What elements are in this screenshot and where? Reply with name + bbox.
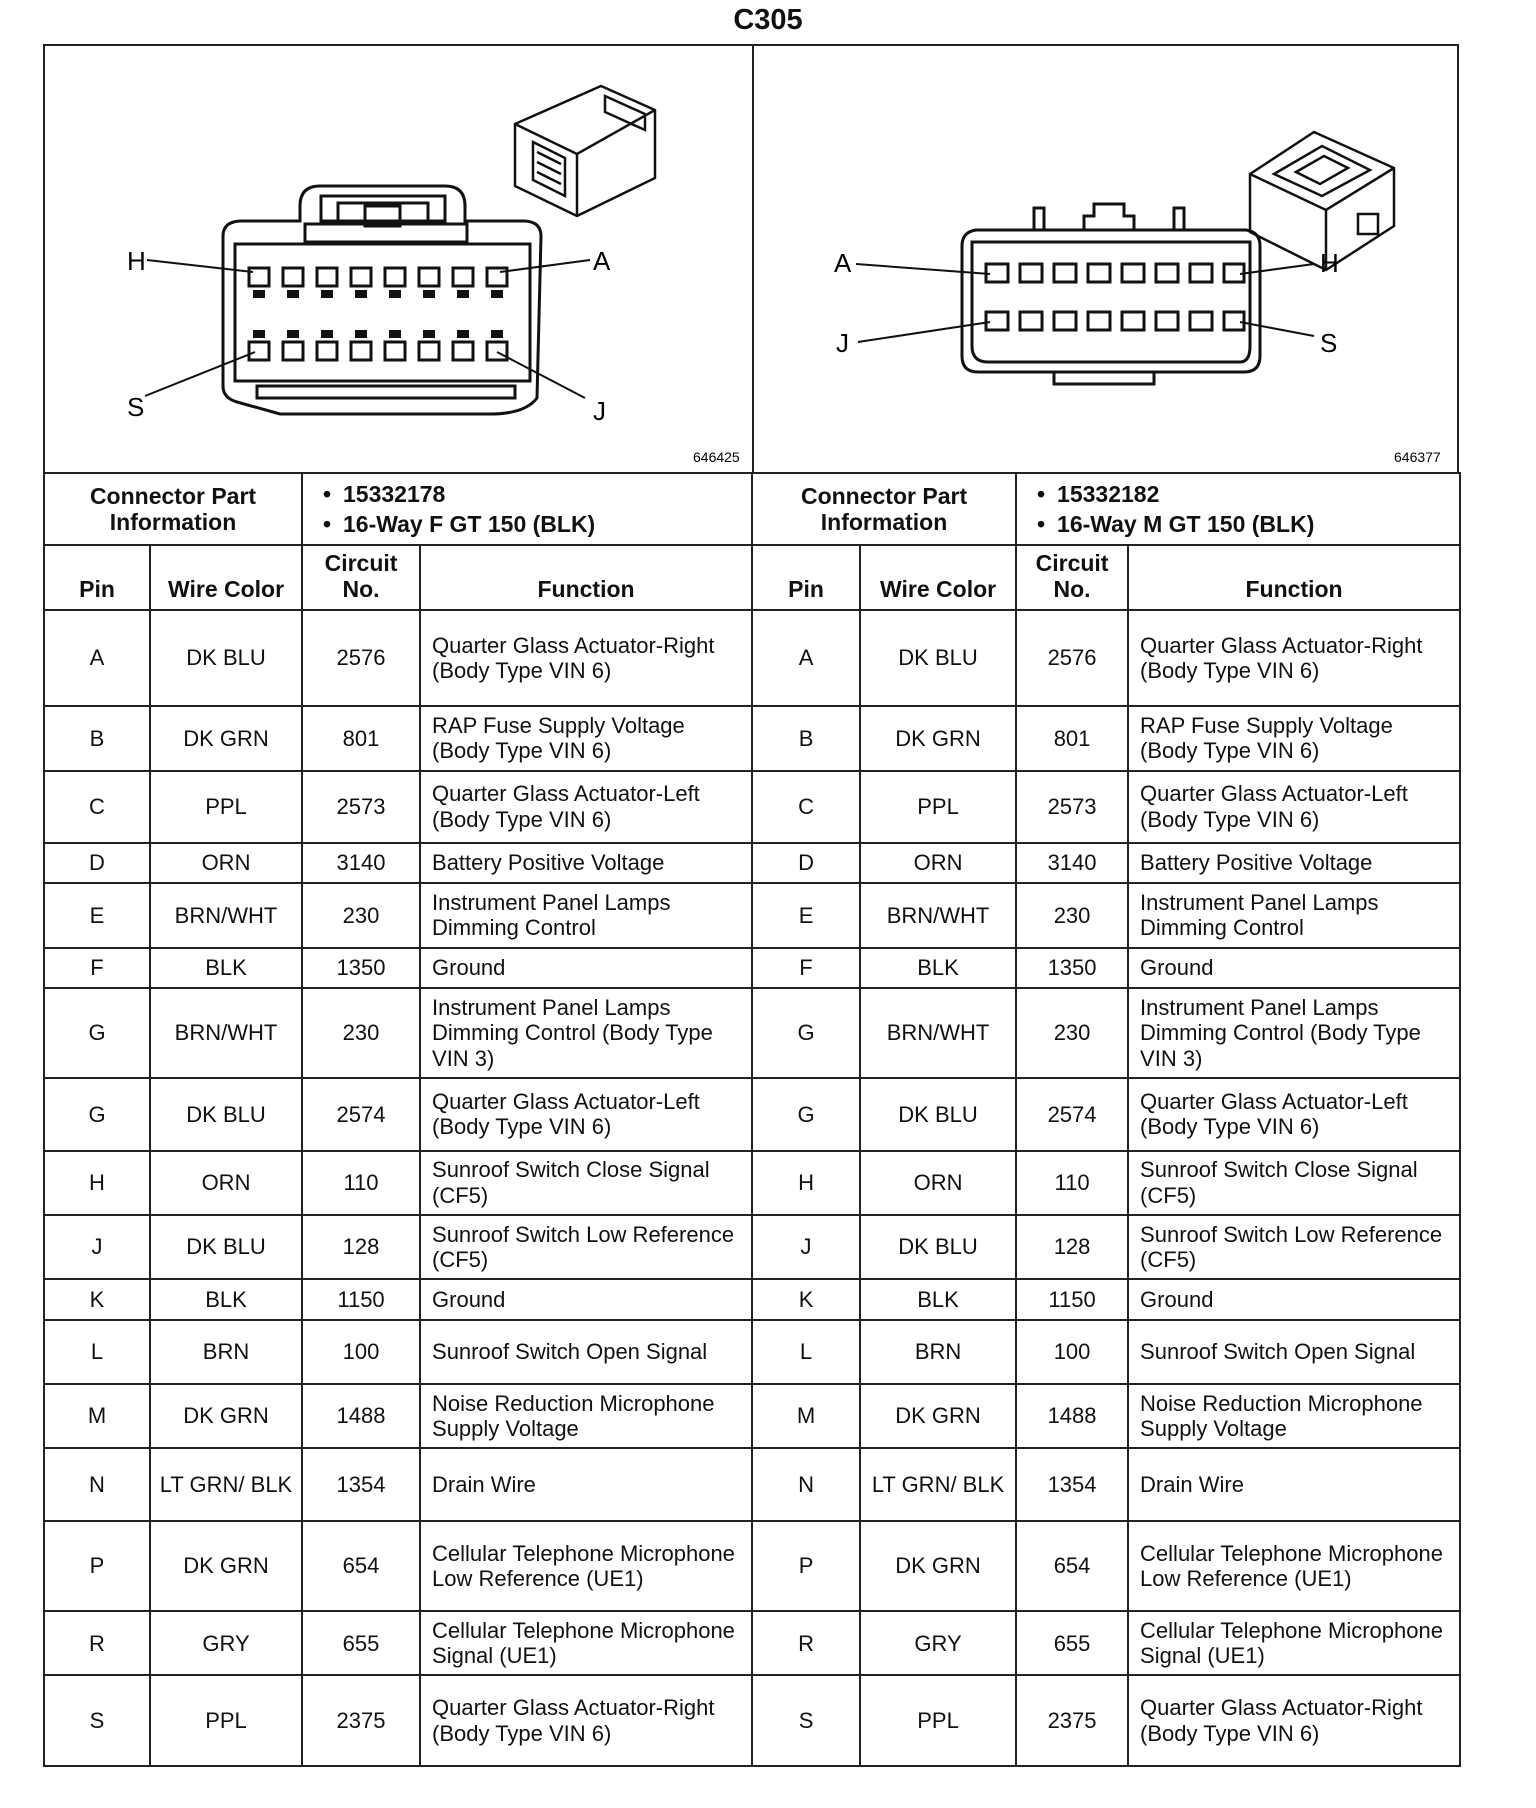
right-circuit-cell: 100 [1016, 1320, 1128, 1384]
right-color-cell: DK GRN [860, 706, 1016, 770]
right-pin-cell: H [752, 1151, 860, 1215]
left-color-cell: DK GRN [150, 1384, 302, 1448]
table-row [44, 771, 1460, 843]
header-circuit-left: Circuit No. [302, 545, 420, 609]
left-function-cell: Cellular Telephone Microphone Low Reference (UE1) [420, 1521, 752, 1611]
right-color-cell: DK BLU [860, 1215, 1016, 1279]
left-color-cell: DK GRN [150, 706, 302, 770]
right-circuit-cell: 110 [1016, 1151, 1128, 1215]
table-row [44, 843, 1460, 883]
left-function-cell: Battery Positive Voltage [420, 843, 752, 883]
right-circuit-cell: 128 [1016, 1215, 1128, 1279]
right-circuit-cell: 230 [1016, 883, 1128, 947]
right-function-cell: Ground [1128, 948, 1460, 988]
middle-locks [253, 290, 503, 338]
left-color-cell: DK BLU [150, 1215, 302, 1279]
connector-diagrams [43, 44, 1459, 472]
right-function-cell: Quarter Glass Actuator-Right (Body Type VIN 6) [1128, 610, 1460, 707]
right-color-cell: BRN/WHT [860, 883, 1016, 947]
left-pin-cell: H [44, 1151, 150, 1215]
left-color-cell: ORN [150, 1151, 302, 1215]
part-info-values-left: • 15332178 • 16-Way F GT 150 (BLK) [302, 473, 752, 545]
pinout-table [43, 472, 1461, 1767]
left-function-cell: Instrument Panel Lamps Dimming Control [420, 883, 752, 947]
right-color-cell: BRN/WHT [860, 988, 1016, 1078]
right-pin-cell: C [752, 771, 860, 843]
left-function-cell: Quarter Glass Actuator-Left (Body Type VIN 6) [420, 1078, 752, 1150]
left-circuit-cell: 128 [302, 1215, 420, 1279]
figure-number: 646425 [693, 449, 740, 465]
right-pin-cell: G [752, 988, 860, 1078]
right-function-cell: Ground [1128, 1279, 1460, 1319]
right-circuit-cell: 1350 [1016, 948, 1128, 988]
table-row [44, 1521, 1460, 1611]
left-pin-cell: M [44, 1384, 150, 1448]
left-function-cell: Cellular Telephone Microphone Signal (UE1) [420, 1611, 752, 1675]
right-pin-cell: R [752, 1611, 860, 1675]
right-function-cell: Sunroof Switch Close Signal (CF5) [1128, 1151, 1460, 1215]
left-pin-cell: N [44, 1448, 150, 1520]
right-color-cell: DK GRN [860, 1521, 1016, 1611]
table-row [44, 948, 1460, 988]
right-pin-cell: M [752, 1384, 860, 1448]
left-color-cell: PPL [150, 1675, 302, 1766]
part-number-right: 15332182 [1057, 480, 1160, 507]
male-connector-diagram [754, 46, 1461, 474]
left-circuit-cell: 2576 [302, 610, 420, 707]
left-color-cell: DK BLU [150, 1078, 302, 1150]
left-pin-cell: J [44, 1215, 150, 1279]
table-row [44, 706, 1460, 770]
left-pin-cell: G [44, 1078, 150, 1150]
female-connector-icon [515, 86, 655, 216]
table-row [44, 1675, 1460, 1766]
left-color-cell: BRN/WHT [150, 988, 302, 1078]
table-row [44, 883, 1460, 947]
right-function-cell: Sunroof Switch Open Signal [1128, 1320, 1460, 1384]
pin-label-s-right: S [1320, 328, 1338, 358]
header-pin-right: Pin [752, 545, 860, 609]
right-circuit-cell: 2375 [1016, 1675, 1128, 1766]
right-circuit-cell: 1354 [1016, 1448, 1128, 1520]
left-pin-cell: F [44, 948, 150, 988]
left-circuit-cell: 1350 [302, 948, 420, 988]
left-circuit-cell: 2574 [302, 1078, 420, 1150]
left-color-cell: ORN [150, 843, 302, 883]
left-color-cell: BRN [150, 1320, 302, 1384]
pin-label-h-right: H [1320, 248, 1339, 278]
left-circuit-cell: 801 [302, 706, 420, 770]
part-info-values-right: • 15332182 • 16-Way M GT 150 (BLK) [1016, 473, 1460, 545]
right-function-cell: Noise Reduction Microphone Supply Voltage [1128, 1384, 1460, 1448]
part-number-left: 15332178 [343, 480, 446, 507]
right-color-cell: ORN [860, 1151, 1016, 1215]
table-row [44, 1611, 1460, 1675]
left-function-cell: Sunroof Switch Open Signal [420, 1320, 752, 1384]
right-pin-cell: J [752, 1215, 860, 1279]
left-pin-cell: L [44, 1320, 150, 1384]
right-function-cell: Instrument Panel Lamps Dimming Control [1128, 883, 1460, 947]
right-function-cell: Quarter Glass Actuator-Left (Body Type VIN 6) [1128, 771, 1460, 843]
left-pin-cell: B [44, 706, 150, 770]
right-color-cell: BRN [860, 1320, 1016, 1384]
right-color-cell: ORN [860, 843, 1016, 883]
right-function-cell: Cellular Telephone Microphone Signal (UE1) [1128, 1611, 1460, 1675]
left-circuit-cell: 230 [302, 883, 420, 947]
header-pin-left: Pin [44, 545, 150, 609]
right-circuit-cell: 654 [1016, 1521, 1128, 1611]
right-function-cell: Sunroof Switch Low Reference (CF5) [1128, 1215, 1460, 1279]
left-color-cell: BRN/WHT [150, 883, 302, 947]
left-function-cell: Quarter Glass Actuator-Right (Body Type VIN 6) [420, 1675, 752, 1766]
left-function-cell: Sunroof Switch Low Reference (CF5) [420, 1215, 752, 1279]
part-info-row [44, 473, 1460, 545]
table-row [44, 1279, 1460, 1319]
right-pin-cell: E [752, 883, 860, 947]
right-pin-cell: P [752, 1521, 860, 1611]
right-pin-cell: L [752, 1320, 860, 1384]
header-function-left: Function [420, 545, 752, 609]
right-function-cell: Battery Positive Voltage [1128, 843, 1460, 883]
table-row [44, 1078, 1460, 1150]
right-pin-cell: B [752, 706, 860, 770]
left-circuit-cell: 110 [302, 1151, 420, 1215]
left-function-cell: Quarter Glass Actuator-Left (Body Type VIN 6) [420, 771, 752, 843]
right-circuit-cell: 1150 [1016, 1279, 1128, 1319]
right-color-cell: GRY [860, 1611, 1016, 1675]
table-row [44, 1320, 1460, 1384]
pin-label-s: S [127, 392, 145, 422]
left-color-cell: LT GRN/ BLK [150, 1448, 302, 1520]
part-info-label-left: Connector Part Information [44, 473, 302, 545]
table-row [44, 988, 1460, 1078]
left-pin-cell: E [44, 883, 150, 947]
right-function-cell: Quarter Glass Actuator-Right (Body Type VIN 6) [1128, 1675, 1460, 1766]
left-color-cell: BLK [150, 1279, 302, 1319]
right-circuit-cell: 2573 [1016, 771, 1128, 843]
header-row [44, 545, 1460, 609]
left-function-cell: Drain Wire [420, 1448, 752, 1520]
figure-number-right: 646377 [1394, 449, 1441, 465]
header-wire-color-right: Wire Color [860, 545, 1016, 609]
right-circuit-cell: 2574 [1016, 1078, 1128, 1150]
left-pin-cell: D [44, 843, 150, 883]
right-circuit-cell: 655 [1016, 1611, 1128, 1675]
left-function-cell: Ground [420, 1279, 752, 1319]
table-row [44, 1448, 1460, 1520]
right-color-cell: DK BLU [860, 610, 1016, 707]
left-circuit-cell: 1488 [302, 1384, 420, 1448]
right-circuit-cell: 1488 [1016, 1384, 1128, 1448]
left-color-cell: GRY [150, 1611, 302, 1675]
pin-label-j: J [593, 396, 606, 426]
left-circuit-cell: 3140 [302, 843, 420, 883]
pin-label-a: A [593, 246, 611, 276]
left-function-cell: Instrument Panel Lamps Dimming Control (Body Type VIN 3) [420, 988, 752, 1078]
right-function-cell: Quarter Glass Actuator-Left (Body Type VIN 6) [1128, 1078, 1460, 1150]
right-color-cell: BLK [860, 948, 1016, 988]
top-row-cavities [249, 268, 507, 286]
pinout-tables [43, 472, 1459, 1767]
header-circuit-right: Circuit No. [1016, 545, 1128, 609]
left-circuit-cell: 655 [302, 1611, 420, 1675]
left-pin-cell: P [44, 1521, 150, 1611]
part-desc-left: 16-Way F GT 150 (BLK) [343, 511, 596, 538]
left-color-cell: DK GRN [150, 1521, 302, 1611]
left-circuit-cell: 100 [302, 1320, 420, 1384]
pin-label-h: H [127, 246, 146, 276]
header-function-right: Function [1128, 545, 1460, 609]
left-function-cell: Ground [420, 948, 752, 988]
left-circuit-cell: 1150 [302, 1279, 420, 1319]
left-circuit-cell: 2573 [302, 771, 420, 843]
right-circuit-cell: 801 [1016, 706, 1128, 770]
bottom-row-cavities [249, 342, 507, 360]
right-circuit-cell: 230 [1016, 988, 1128, 1078]
left-pin-cell: C [44, 771, 150, 843]
bottom-row-pins [986, 312, 1244, 330]
left-circuit-cell: 1354 [302, 1448, 420, 1520]
right-color-cell: LT GRN/ BLK [860, 1448, 1016, 1520]
left-function-cell: Sunroof Switch Close Signal (CF5) [420, 1151, 752, 1215]
right-circuit-cell: 3140 [1016, 843, 1128, 883]
part-desc-right: 16-Way M GT 150 (BLK) [1057, 511, 1315, 538]
page-title: C305 [733, 4, 803, 36]
left-circuit-cell: 654 [302, 1521, 420, 1611]
left-pin-cell: G [44, 988, 150, 1078]
left-color-cell: BLK [150, 948, 302, 988]
left-circuit-cell: 2375 [302, 1675, 420, 1766]
left-circuit-cell: 230 [302, 988, 420, 1078]
right-color-cell: PPL [860, 1675, 1016, 1766]
right-pin-cell: D [752, 843, 860, 883]
pin-label-j-right: J [836, 328, 849, 358]
pin-label-a-right: A [834, 248, 852, 278]
right-pin-cell: S [752, 1675, 860, 1766]
right-function-cell: RAP Fuse Supply Voltage (Body Type VIN 6) [1128, 706, 1460, 770]
right-function-cell: Instrument Panel Lamps Dimming Control (Body Type VIN 3) [1128, 988, 1460, 1078]
left-function-cell: Quarter Glass Actuator-Right (Body Type VIN 6) [420, 610, 752, 707]
right-pin-cell: K [752, 1279, 860, 1319]
right-function-cell: Drain Wire [1128, 1448, 1460, 1520]
left-pin-cell: K [44, 1279, 150, 1319]
table-row [44, 1215, 1460, 1279]
left-color-cell: PPL [150, 771, 302, 843]
top-row-pins [986, 264, 1244, 282]
left-pin-cell: S [44, 1675, 150, 1766]
part-info-label-right: Connector Part Information [752, 473, 1016, 545]
left-pin-cell: A [44, 610, 150, 707]
table-row [44, 1151, 1460, 1215]
header-wire-color-left: Wire Color [150, 545, 302, 609]
left-function-cell: Noise Reduction Microphone Supply Voltage [420, 1384, 752, 1448]
left-pin-cell: R [44, 1611, 150, 1675]
right-pin-cell: G [752, 1078, 860, 1150]
right-color-cell: DK BLU [860, 1078, 1016, 1150]
right-color-cell: PPL [860, 771, 1016, 843]
right-pin-cell: A [752, 610, 860, 707]
right-color-cell: DK GRN [860, 1384, 1016, 1448]
right-pin-cell: F [752, 948, 860, 988]
right-color-cell: BLK [860, 1279, 1016, 1319]
table-row [44, 610, 1460, 707]
right-circuit-cell: 2576 [1016, 610, 1128, 707]
female-connector-diagram [45, 46, 752, 474]
right-function-cell: Cellular Telephone Microphone Low Reference (UE1) [1128, 1521, 1460, 1611]
right-pin-cell: N [752, 1448, 860, 1520]
left-function-cell: RAP Fuse Supply Voltage (Body Type VIN 6) [420, 706, 752, 770]
table-row [44, 1384, 1460, 1448]
left-color-cell: DK BLU [150, 610, 302, 707]
